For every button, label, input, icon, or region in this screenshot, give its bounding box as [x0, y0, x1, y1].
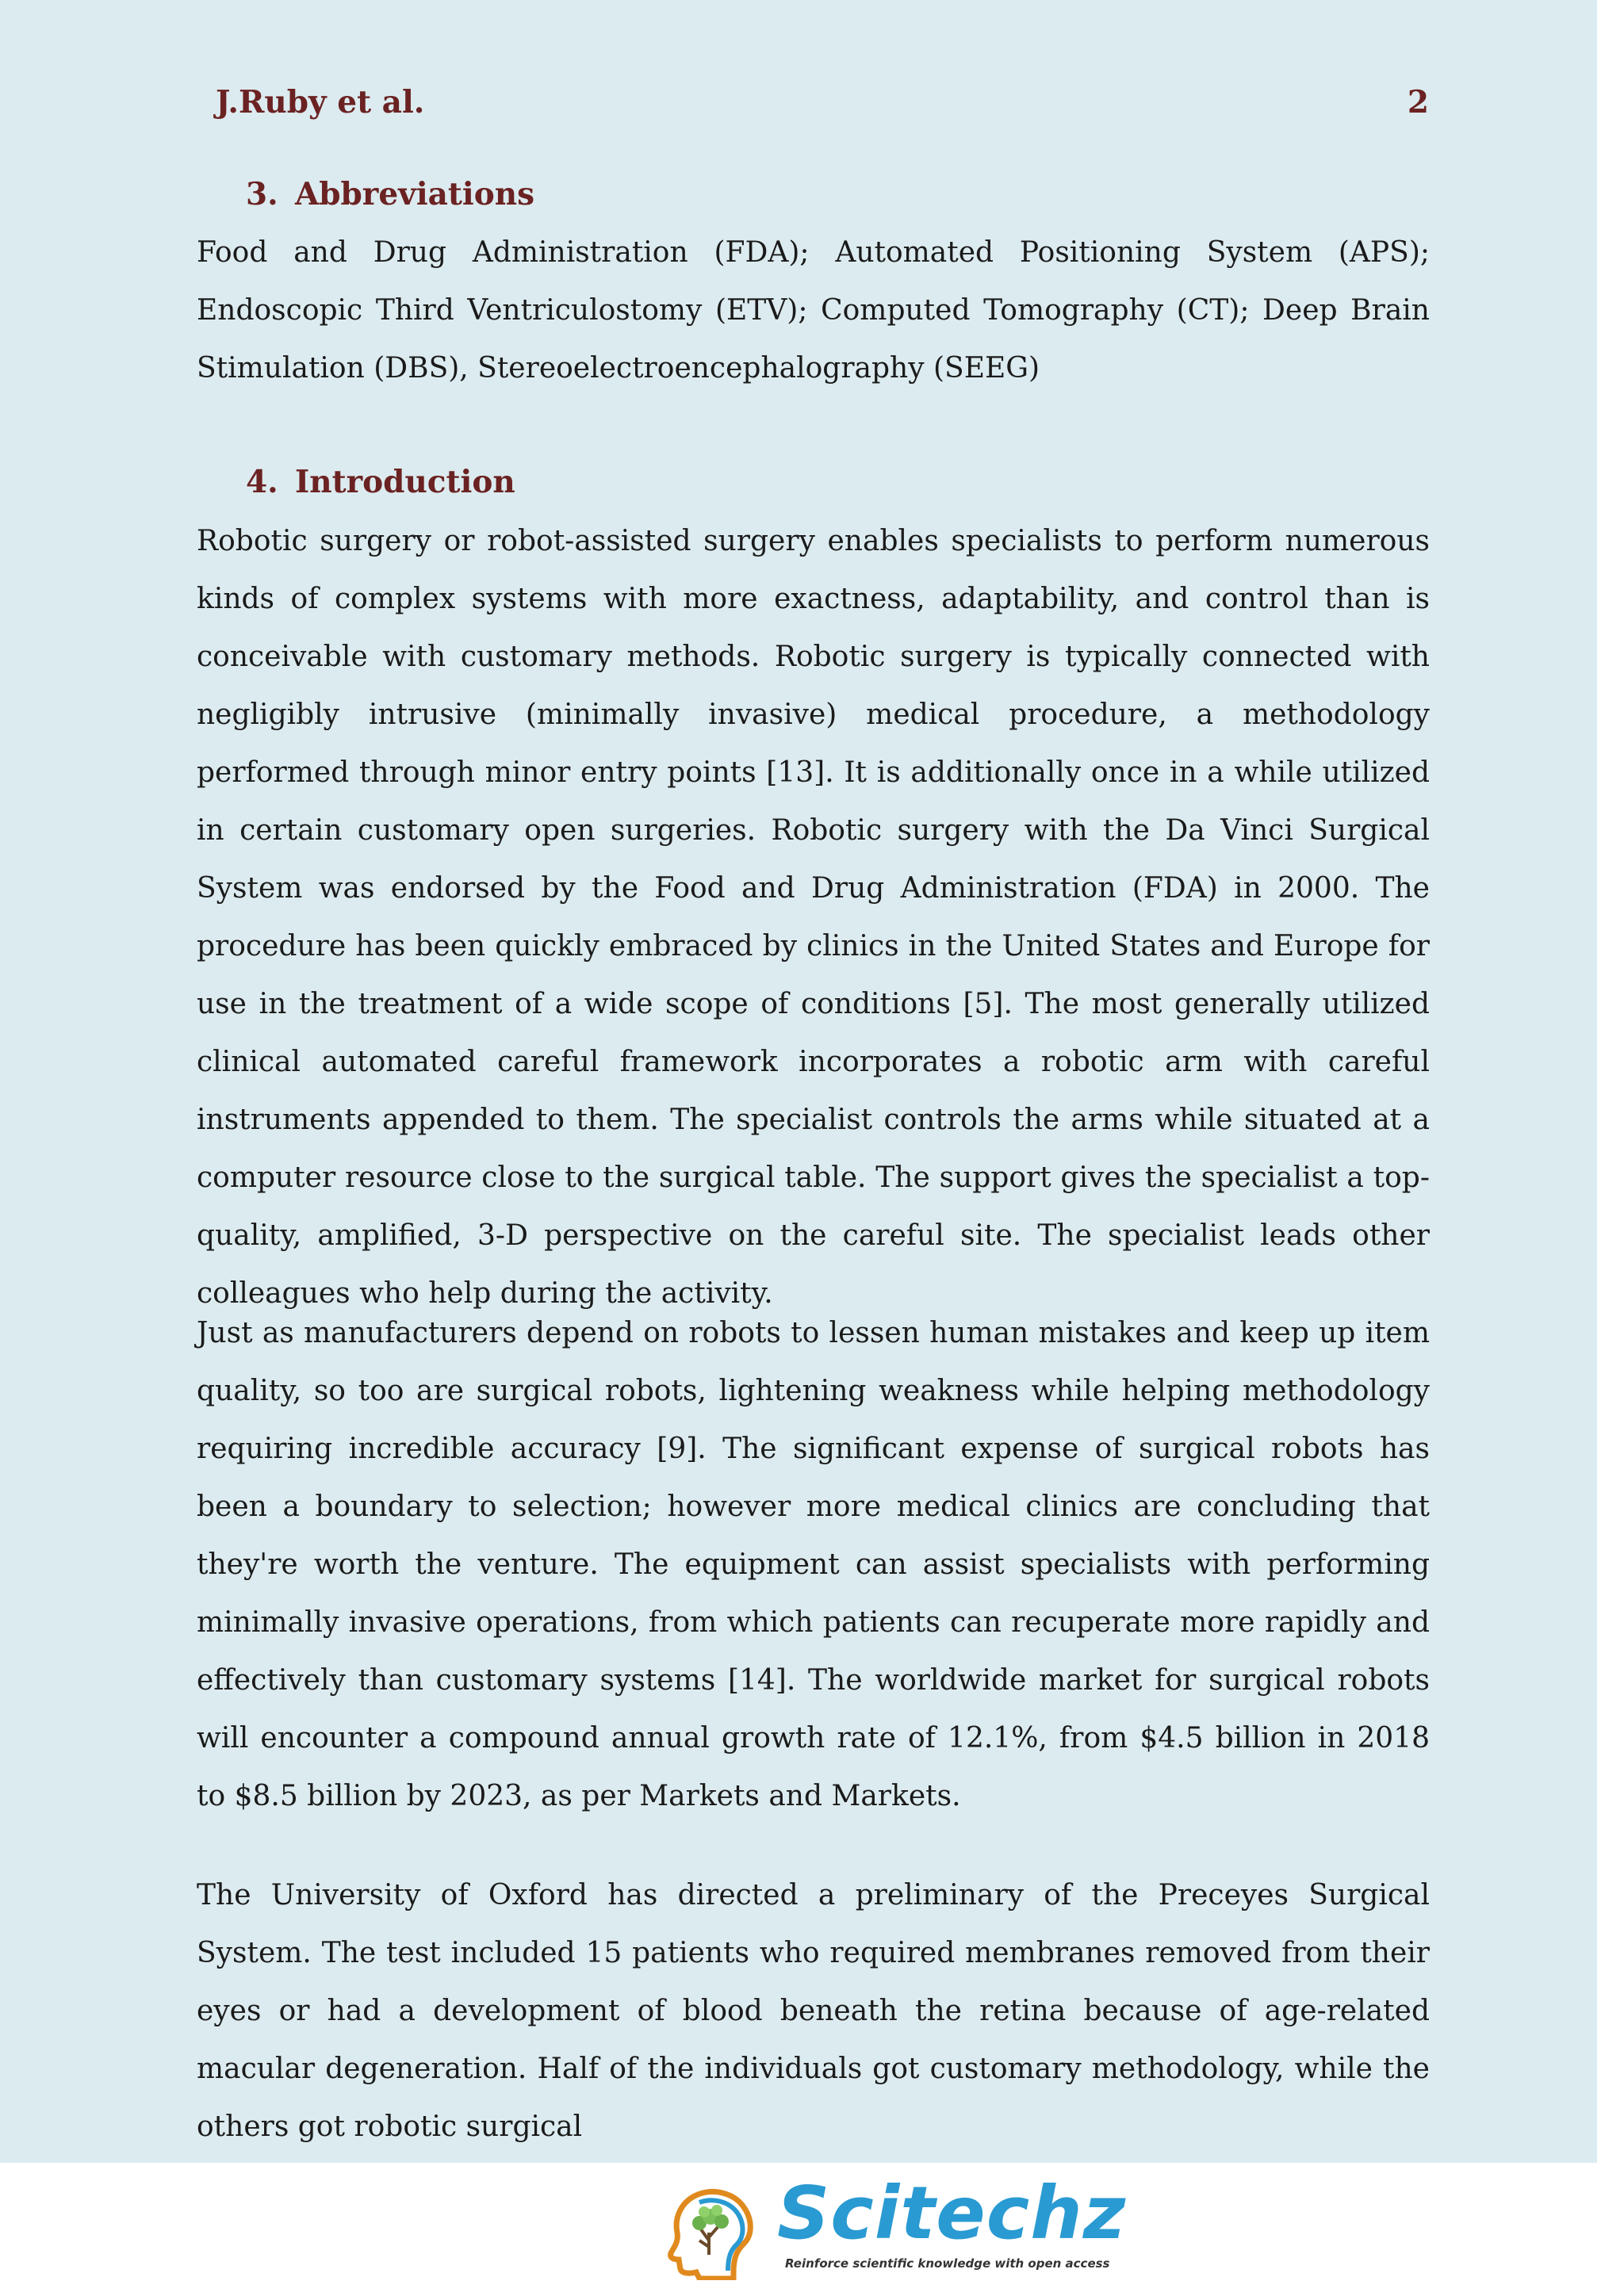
section-title: Abbreviations — [295, 176, 535, 212]
header-author: J.Ruby et al. — [216, 84, 425, 121]
head-with-tree-icon — [658, 2177, 777, 2280]
header-page-number: 2 — [1407, 84, 1429, 121]
abbreviations-paragraph: Food and Drug Administration (FDA); Automated Positioning System (APS); Endoscopic Third Ventriculostomy (ETV); Computed Tomography (CT); Deep Brain Stimulation (DBS), Stereoelectroencephalography (SEEG) — [197, 236, 1430, 385]
intro-paragraph-2: Just as manufacturers depend on robots to lessen human mistakes and keep up item quality, so too are surgical robots, lightening weakness while helping methodology requiring incredible accuracy [9]. The significant expense of surgical robots has been a boundary to selection; however more medical clinics are concluding that they're worth the venture. The equipment can assist specialists with performing minimally invasive operations, from which patients can recuperate more rapidly and effectively than customary systems [14]. The worldwide market for surgical robots will encounter a compound annual growth rate of 12.1%, from $4.5 billion in 2018 to $8.5 billion by 2023, as per Markets and Markets. — [197, 1317, 1430, 1812]
running-header — [216, 84, 1429, 132]
intro-paragraph-1: Robotic surgery or robot-assisted surgery enables specialists to perform numerous kinds of complex systems with more exactness, adaptability, and control than is conceivable with customary methods. Robotic surgery is typically connected with negligibly intrusive (minimally invasive) medical procedure, a methodology performed through minor entry points [13]. It is additionally once in a while utilized in certain customary open surgeries. Robotic surgery with the Da Vinci Surgical System was endorsed by the Food and Drug Administration (FDA) in 2000. The procedure has been quickly embraced by clinics in the United States and Europe for use in the treatment of a wide scope of conditions [5]. The most generally utilized clinical automated careful framework incorporates a robotic arm with careful instruments appended to them. The specialist controls the arms while situated at a computer resource close to the surgical table. The support gives the specialist a top-quality, amplified, 3-D perspective on the careful site. The specialist leads other colleagues who help during the activity. — [197, 525, 1430, 1310]
logo-wordmark: Scitechz — [777, 2171, 1127, 2256]
section-title: Introduction — [295, 464, 515, 500]
logo-tagline: Reinforce scientific knowledge with open access — [785, 2256, 1110, 2271]
publisher-logo — [658, 2171, 1127, 2282]
section-heading-abbreviations — [246, 170, 534, 218]
section-number: 4. — [246, 464, 278, 500]
section-heading-introduction — [246, 458, 515, 506]
section-number: 3. — [246, 176, 278, 212]
intro-paragraph-3: The University of Oxford has directed a preliminary of the Preceyes Surgical System. The test included 15 patients who required membranes removed from their eyes or had a development of blood beneath the retina because of age-related macular degeneration. Half of the individuals got customary methodology, while the others got robotic surgical — [197, 1879, 1430, 2143]
